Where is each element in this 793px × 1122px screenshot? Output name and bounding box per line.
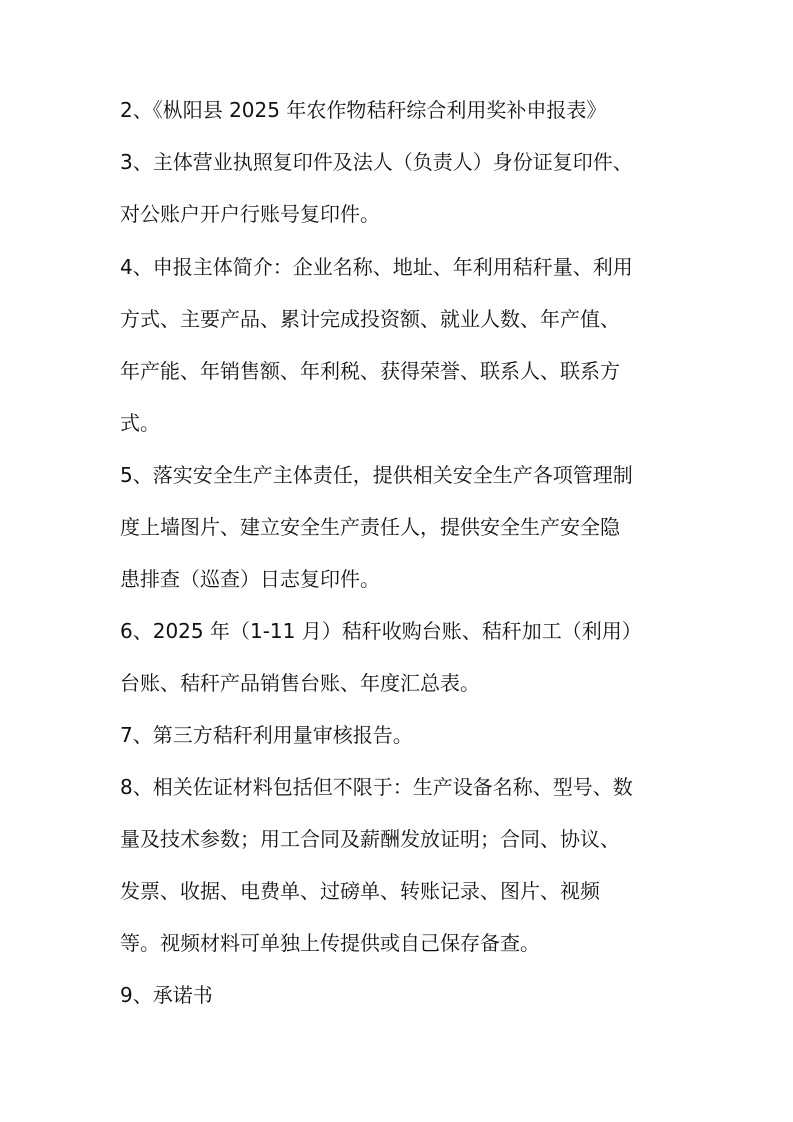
text-line-item-5-cont-2: 患排查（巡查）日志复印件。 bbox=[120, 567, 380, 591]
text-line-item-8: 8、相关佐证材料包括但不限于：生产设备名称、型号、数 bbox=[120, 775, 633, 799]
text-line-item-4: 4、申报主体简介：企业名称、地址、年利用秸秆量、利用 bbox=[120, 255, 633, 279]
text-line-item-6: 6、2025 年（1-11 月）秸秆收购台账、秸秆加工（利用） bbox=[120, 619, 642, 643]
text-line-item-4-cont-3: 式。 bbox=[120, 411, 160, 435]
text-line-item-4-cont-2: 年产能、年销售额、年利税、获得荣誉、联系人、联系方 bbox=[120, 359, 620, 383]
text-line-item-8-cont-3: 等。视频材料可单独上传提供或自己保存备查。 bbox=[120, 931, 540, 955]
text-line-item-3-cont: 对公账户开户行账号复印件。 bbox=[120, 202, 380, 226]
text-line-item-3: 3、主体营业执照复印件及法人（负责人）身份证复印件、 bbox=[120, 150, 633, 174]
text-line-item-6-cont: 台账、秸秆产品销售台账、年度汇总表。 bbox=[120, 671, 480, 695]
text-line-item-8-cont-1: 量及技术参数；用工合同及薪酬发放证明；合同、协议、 bbox=[120, 827, 620, 851]
text-line-item-5-cont-1: 度上墙图片、建立安全生产责任人，提供安全生产安全隐 bbox=[120, 515, 620, 539]
text-line-item-4-cont-1: 方式、主要产品、累计完成投资额、就业人数、年产值、 bbox=[120, 307, 620, 331]
text-line-item-5: 5、落实安全生产主体责任，提供相关安全生产各项管理制 bbox=[120, 463, 633, 487]
text-line-item-8-cont-2: 发票、收据、电费单、过磅单、转账记录、图片、视频 bbox=[120, 879, 600, 903]
text-line-item-9: 9、承诺书 bbox=[120, 983, 213, 1007]
text-line-item-2: 2、《枞阳县 2025 年农作物秸秆综合利用奖补申报表》 bbox=[120, 98, 607, 122]
text-line-item-7: 7、第三方秸秆利用量审核报告。 bbox=[120, 723, 413, 747]
